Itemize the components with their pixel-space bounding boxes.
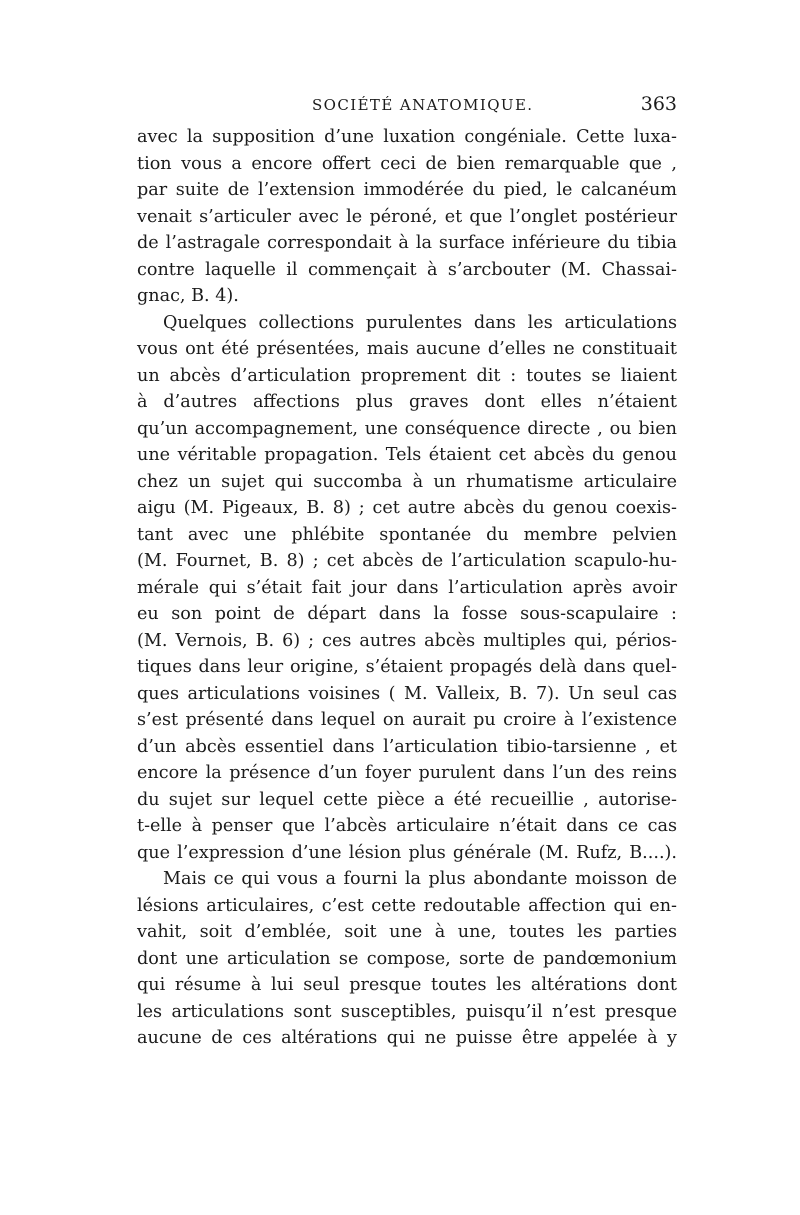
text-line: mérale qui s’était fait jour dans l’articulation après avoir <box>137 577 677 598</box>
text-line: Mais ce qui vous a fourni la plus abondante moisson de <box>163 869 677 889</box>
text-line: d’un abcès essentiel dans l’articulation tibio-tarsienne , et <box>137 736 677 757</box>
text-line: à d’autres affections plus graves dont elles n’étaient <box>137 392 677 412</box>
text-line: lésions articulaires, c’est cette redoutable affection qui en- <box>137 895 677 916</box>
text-line: venait s’articuler avec le péroné, et que l’onglet postérieur <box>137 206 677 227</box>
text-line: aucune de ces altérations qui ne puisse être appelée à y <box>137 1028 677 1048</box>
text-line: qui résume à lui seul presque toutes les altérations dont <box>137 975 677 995</box>
text-line: (M. Fournet, B. 8) ; cet abcès de l’articulation scapulo-hu- <box>137 551 677 571</box>
text-line: une véritable propagation. Tels étaient cet abcès du genou <box>137 445 677 465</box>
text-line: Quelques collections purulentes dans les articulations <box>163 312 677 333</box>
running-header <box>137 93 677 120</box>
text-line: gnac, B. 4). <box>137 286 239 306</box>
text-line: du sujet sur lequel cette pièce a été recueillie , autorise- <box>137 789 677 810</box>
text-line: que l’expression d’une lésion plus générale (M. Rufz, B....). <box>137 842 677 863</box>
text-line: vahit, soit d’emblée, soit une à une, toutes les parties <box>137 922 677 942</box>
text-line: (M. Vernois, B. 6) ; ces autres abcès multiples qui, périos- <box>137 630 677 651</box>
text-line: avec la supposition d’une luxation congéniale. Cette luxa- <box>137 127 677 147</box>
text-line: eu son point de départ dans la fosse sous-scapulaire : <box>137 604 677 624</box>
text-line: encore la présence d’un foyer purulent dans l’un des reins <box>137 763 677 783</box>
text-line: vous ont été présentées, mais aucune d’elles ne constituait <box>137 339 677 359</box>
text-line: contre laquelle il commençait à s’arcbouter (M. Chassai- <box>137 259 677 280</box>
text-line: de l’astragale correspondait à la surface inférieure du tibia <box>137 233 677 253</box>
text-line: s’est présenté dans lequel on aurait pu croire à l’existence <box>137 710 677 730</box>
text-line: ques articulations voisines ( M. Valleix, B. 7). Un seul cas <box>137 683 677 704</box>
text-line: tiques dans leur origine, s’étaient propagés delà dans quel- <box>137 657 677 677</box>
text-line: chez un sujet qui succomba à un rhumatisme articulaire <box>137 471 677 492</box>
text-line: qu’un accompagnement, une conséquence directe , ou bien <box>137 418 677 439</box>
running-title: SOCIÉTÉ ANATOMIQUE. <box>312 96 534 114</box>
text-line: un abcès d’articulation proprement dit : toutes se liaient <box>137 365 677 386</box>
text-line: t-elle à penser que l’abcès articulaire n’était dans ce cas <box>137 816 677 836</box>
text-line: dont une articulation se compose, sorte de pandœmonium <box>137 948 677 969</box>
text-line: tant avec une phlébite spontanée du membre pelvien <box>137 524 677 545</box>
page-number: 363 <box>640 93 677 115</box>
body-text <box>137 124 677 1052</box>
text-line: les articulations sont susceptibles, puisqu’il n’est presque <box>137 1001 677 1022</box>
text-line: tion vous a encore offert ceci de bien remarquable que , <box>137 153 677 174</box>
text-line: par suite de l’extension immodérée du pied, le calcanéum <box>137 180 677 200</box>
text-line: aigu (M. Pigeaux, B. 8) ; cet autre abcès du genou coexis- <box>137 498 677 518</box>
